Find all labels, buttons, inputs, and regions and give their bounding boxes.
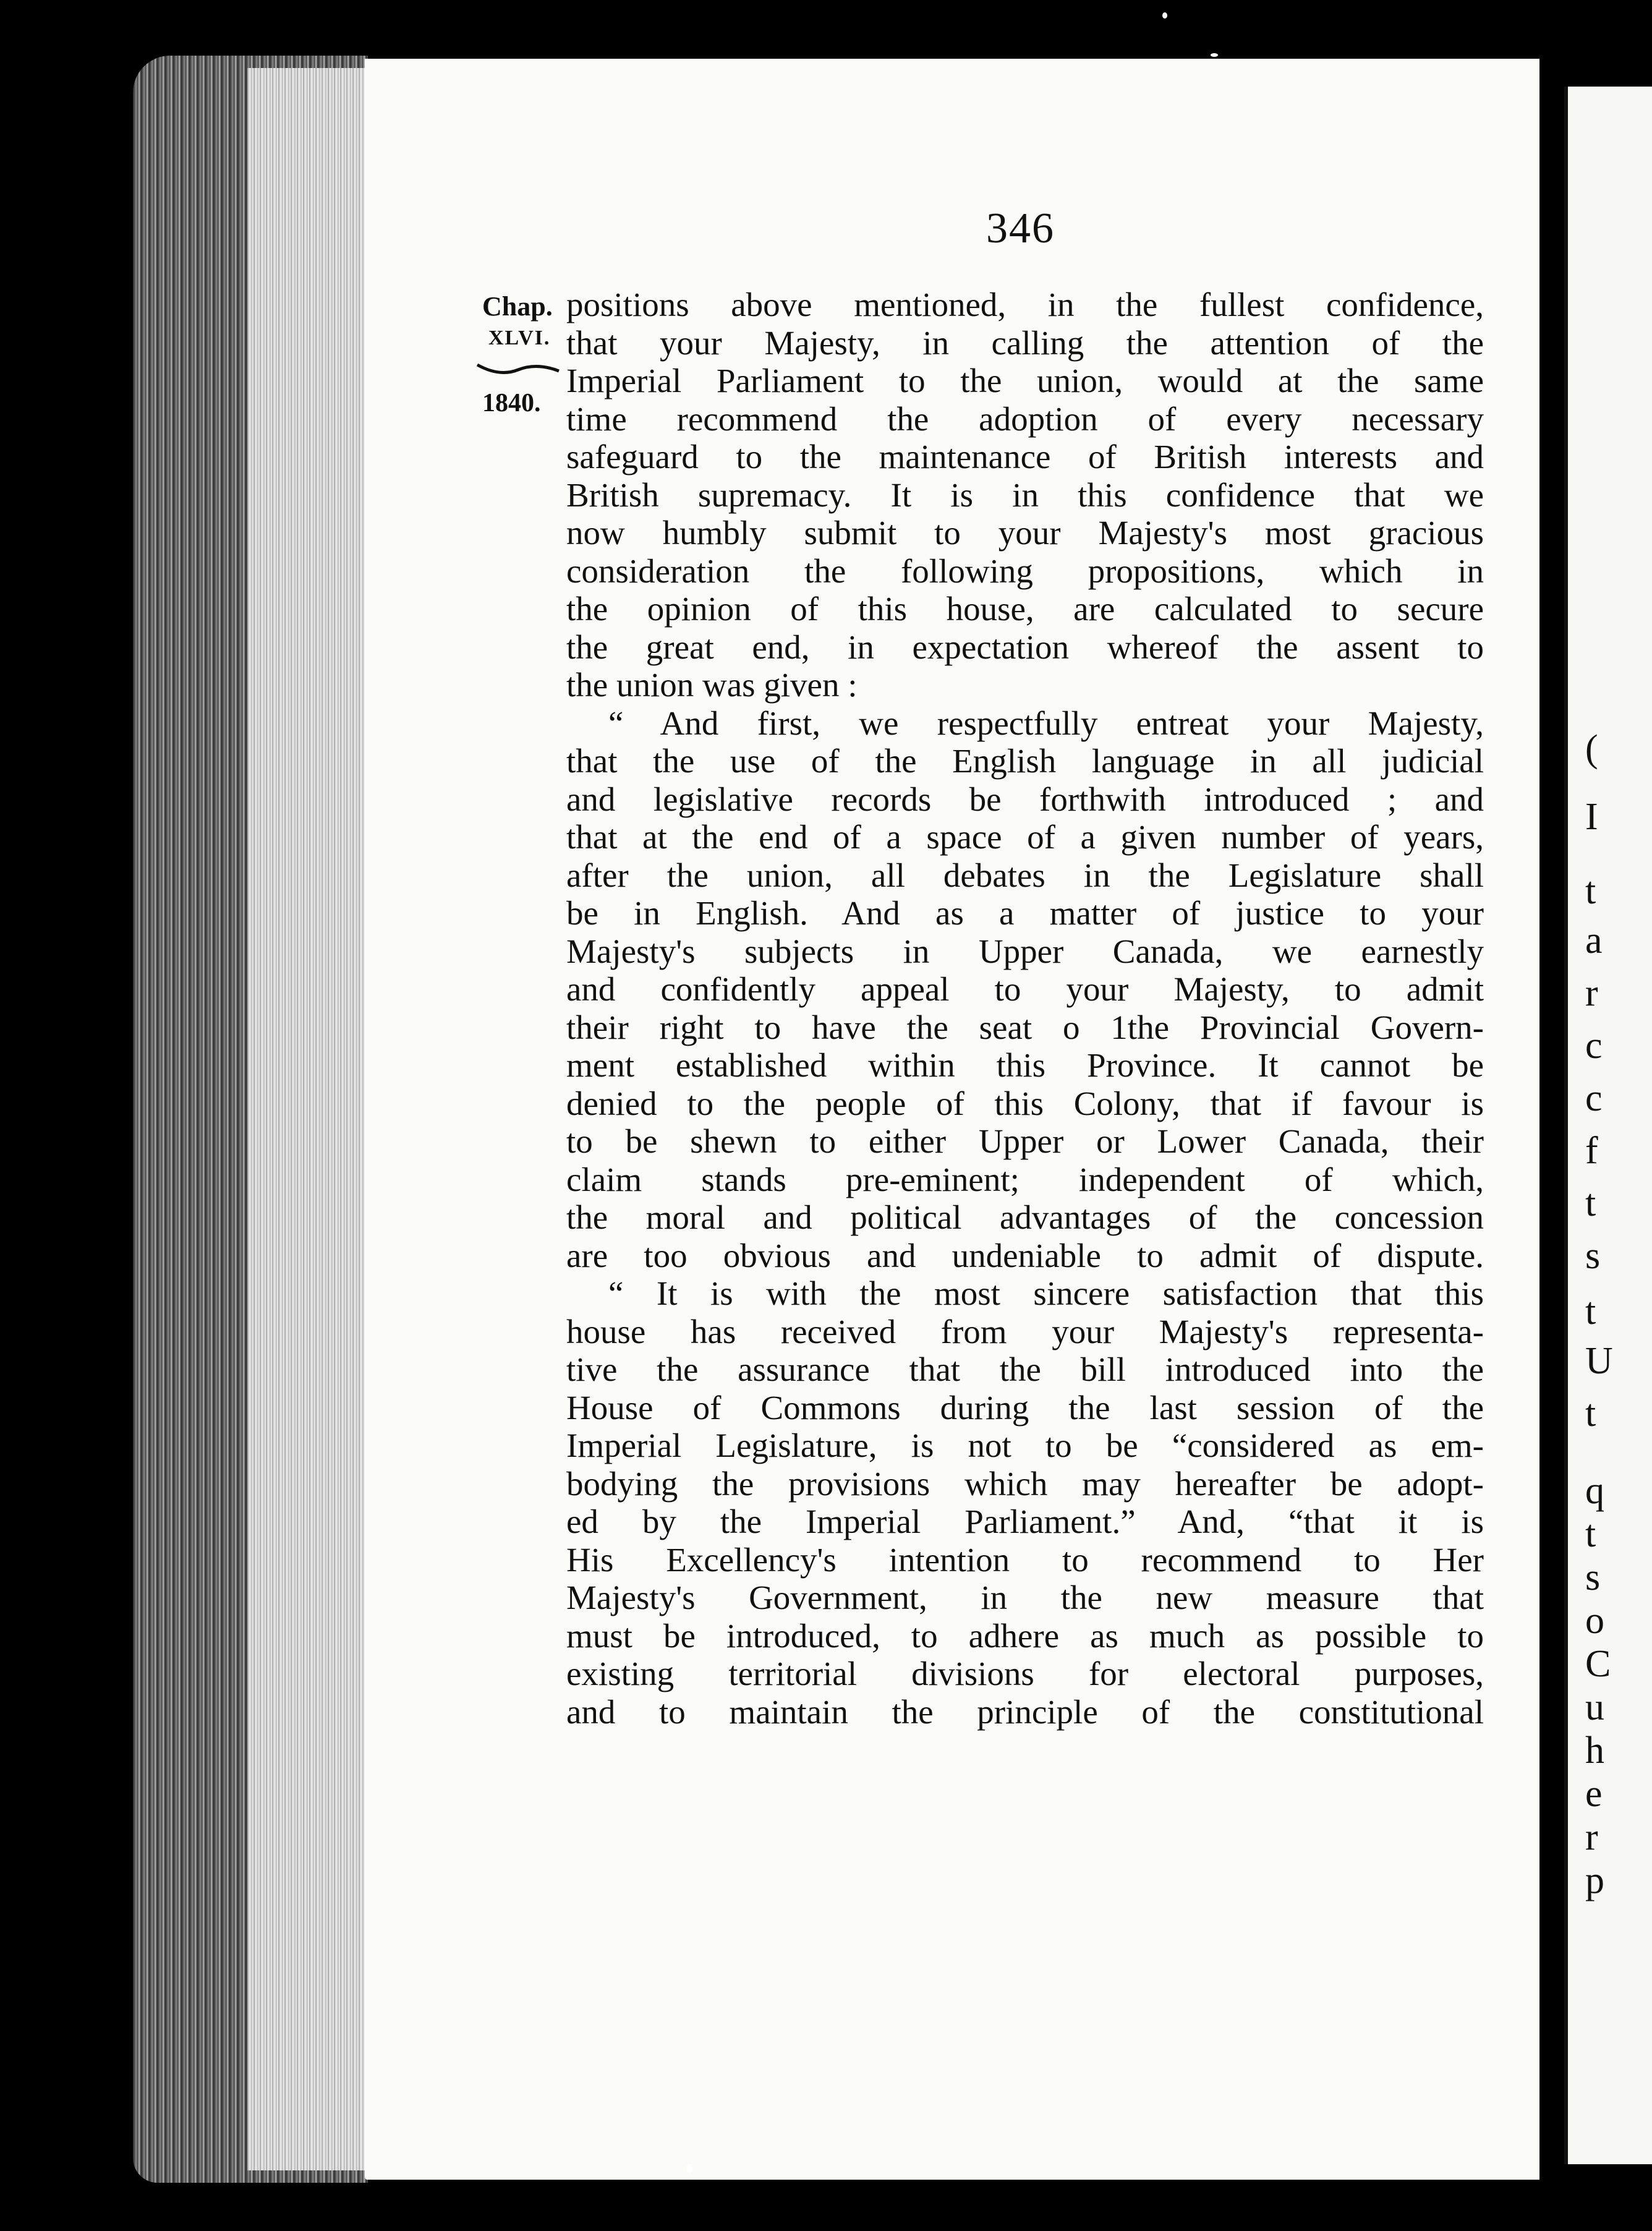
text-line: “ It is with the most sincere satisfaction that this: [608, 1274, 1484, 1312]
text-line: the union was given :: [566, 666, 858, 704]
text-line: and to maintain the principle of the constitutional: [566, 1692, 1484, 1731]
text-line: Majesty's subjects in Upper Canada, we earnestly: [566, 932, 1484, 970]
facing-page-strip: [1564, 87, 1652, 2164]
text-line: house has received from your Majesty's representa-: [566, 1312, 1484, 1350]
margin-swash-ornament: [475, 359, 561, 377]
text-line: safeguard to the maintenance of British interests and: [566, 438, 1484, 476]
facing-page-letter: p: [1585, 1859, 1604, 1901]
body-text: [566, 286, 1484, 1731]
facing-page-letter: s: [1585, 1235, 1601, 1277]
text-line: positions above mentioned, in the fullest confidence,: [566, 286, 1484, 323]
text-line: and confidently appeal to your Majesty, to admit: [566, 970, 1484, 1008]
facing-page-letter: C: [1585, 1643, 1611, 1685]
text-line: consideration the following propositions, which in: [566, 552, 1484, 590]
text-line: His Excellency's intention to recommend to Her: [566, 1540, 1484, 1579]
text-line: tive the assurance that the bill introduced into the: [566, 1350, 1484, 1388]
facing-page-letter: t: [1585, 1182, 1596, 1224]
facing-page-letter: c: [1585, 1077, 1603, 1119]
facing-page-letter: r: [1585, 1816, 1598, 1858]
facing-page-letter: q: [1585, 1470, 1604, 1512]
scan-speck: [1211, 53, 1218, 57]
text-line: British supremacy. It is in this confidence that we: [566, 476, 1484, 514]
facing-page-letter: t: [1585, 870, 1596, 912]
scan-speck: [686, 2164, 692, 2173]
text-line: be in English. And as a matter of justice to your: [566, 894, 1484, 932]
facing-page-letter: t: [1585, 1290, 1596, 1333]
text-line: after the union, all debates in the Legislature shall: [566, 856, 1484, 894]
text-line: the moral and political advantages of the concession: [566, 1198, 1484, 1236]
facing-page-letter: s: [1585, 1556, 1601, 1598]
text-line: claim stands pre-eminent; independent of which,: [566, 1160, 1484, 1198]
text-line: to be shewn to either Upper or Lower Canada, their: [566, 1122, 1484, 1160]
text-line: ed by the Imperial Parliament.” And, “that it is: [566, 1503, 1484, 1540]
scan-speck: [1162, 12, 1167, 19]
facing-page-letter: h: [1585, 1730, 1604, 1772]
facing-page-letter: u: [1585, 1686, 1604, 1728]
text-line: the opinion of this house, are calculated to secure: [566, 590, 1484, 628]
page-number: 346: [986, 205, 1055, 252]
text-line: “ And first, we respectfully entreat your Majesty,: [608, 704, 1484, 742]
facing-page-letter: a: [1585, 919, 1603, 962]
margin-year: 1840.: [482, 389, 541, 417]
text-line: Imperial Parliament to the union, would at the same: [566, 362, 1484, 399]
text-line: the great end, in expectation whereof the assent to: [566, 628, 1484, 666]
text-line: that your Majesty, in calling the attention of the: [566, 323, 1484, 362]
text-line: Majesty's Government, in the new measure that: [566, 1579, 1484, 1616]
facing-page-letter: e: [1585, 1773, 1603, 1815]
text-line: House of Commons during the last session of the: [566, 1388, 1484, 1427]
text-line: and legislative records be forthwith introduced ; and: [566, 780, 1484, 818]
text-line: are too obvious and undeniable to admit of dispute.: [566, 1236, 1484, 1274]
facing-page-letter: o: [1585, 1600, 1604, 1642]
margin-chapter-number: XLVI.: [488, 326, 551, 349]
text-line: now humbly submit to your Majesty's most gracious: [566, 514, 1484, 552]
facing-page-letter: r: [1585, 972, 1598, 1014]
text-line: Imperial Legislature, is not to be “considered as em-: [566, 1427, 1484, 1464]
text-line: that the use of the English language in all judicial: [566, 742, 1484, 780]
facing-page-letter: c: [1585, 1025, 1603, 1067]
margin-chapter-label: Chap.: [482, 291, 553, 322]
text-line: bodying the provisions which may hereafter be adopt-: [566, 1464, 1484, 1503]
text-line: must be introduced, to adhere as much as possible to: [566, 1616, 1484, 1655]
facing-page-letter: f: [1585, 1130, 1598, 1172]
facing-page-letter: (: [1585, 728, 1598, 770]
text-line: time recommend the adoption of every necessary: [566, 399, 1484, 438]
text-line: ment established within this Province. It cannot be: [566, 1046, 1484, 1084]
facing-page-letter: U: [1585, 1340, 1613, 1382]
text-line: their right to have the seat o 1the Provincial Govern-: [566, 1008, 1484, 1046]
text-line: that at the end of a space of a given number of years,: [566, 818, 1484, 856]
text-line: denied to the people of this Colony, that if favour is: [566, 1084, 1484, 1122]
facing-page-letter: t: [1585, 1393, 1596, 1435]
text-line: existing territorial divisions for electoral purposes,: [566, 1655, 1484, 1692]
book-page-edge-highlight: [247, 68, 368, 2170]
facing-page-letter: I: [1585, 796, 1598, 838]
facing-page-letter: t: [1585, 1513, 1596, 1555]
